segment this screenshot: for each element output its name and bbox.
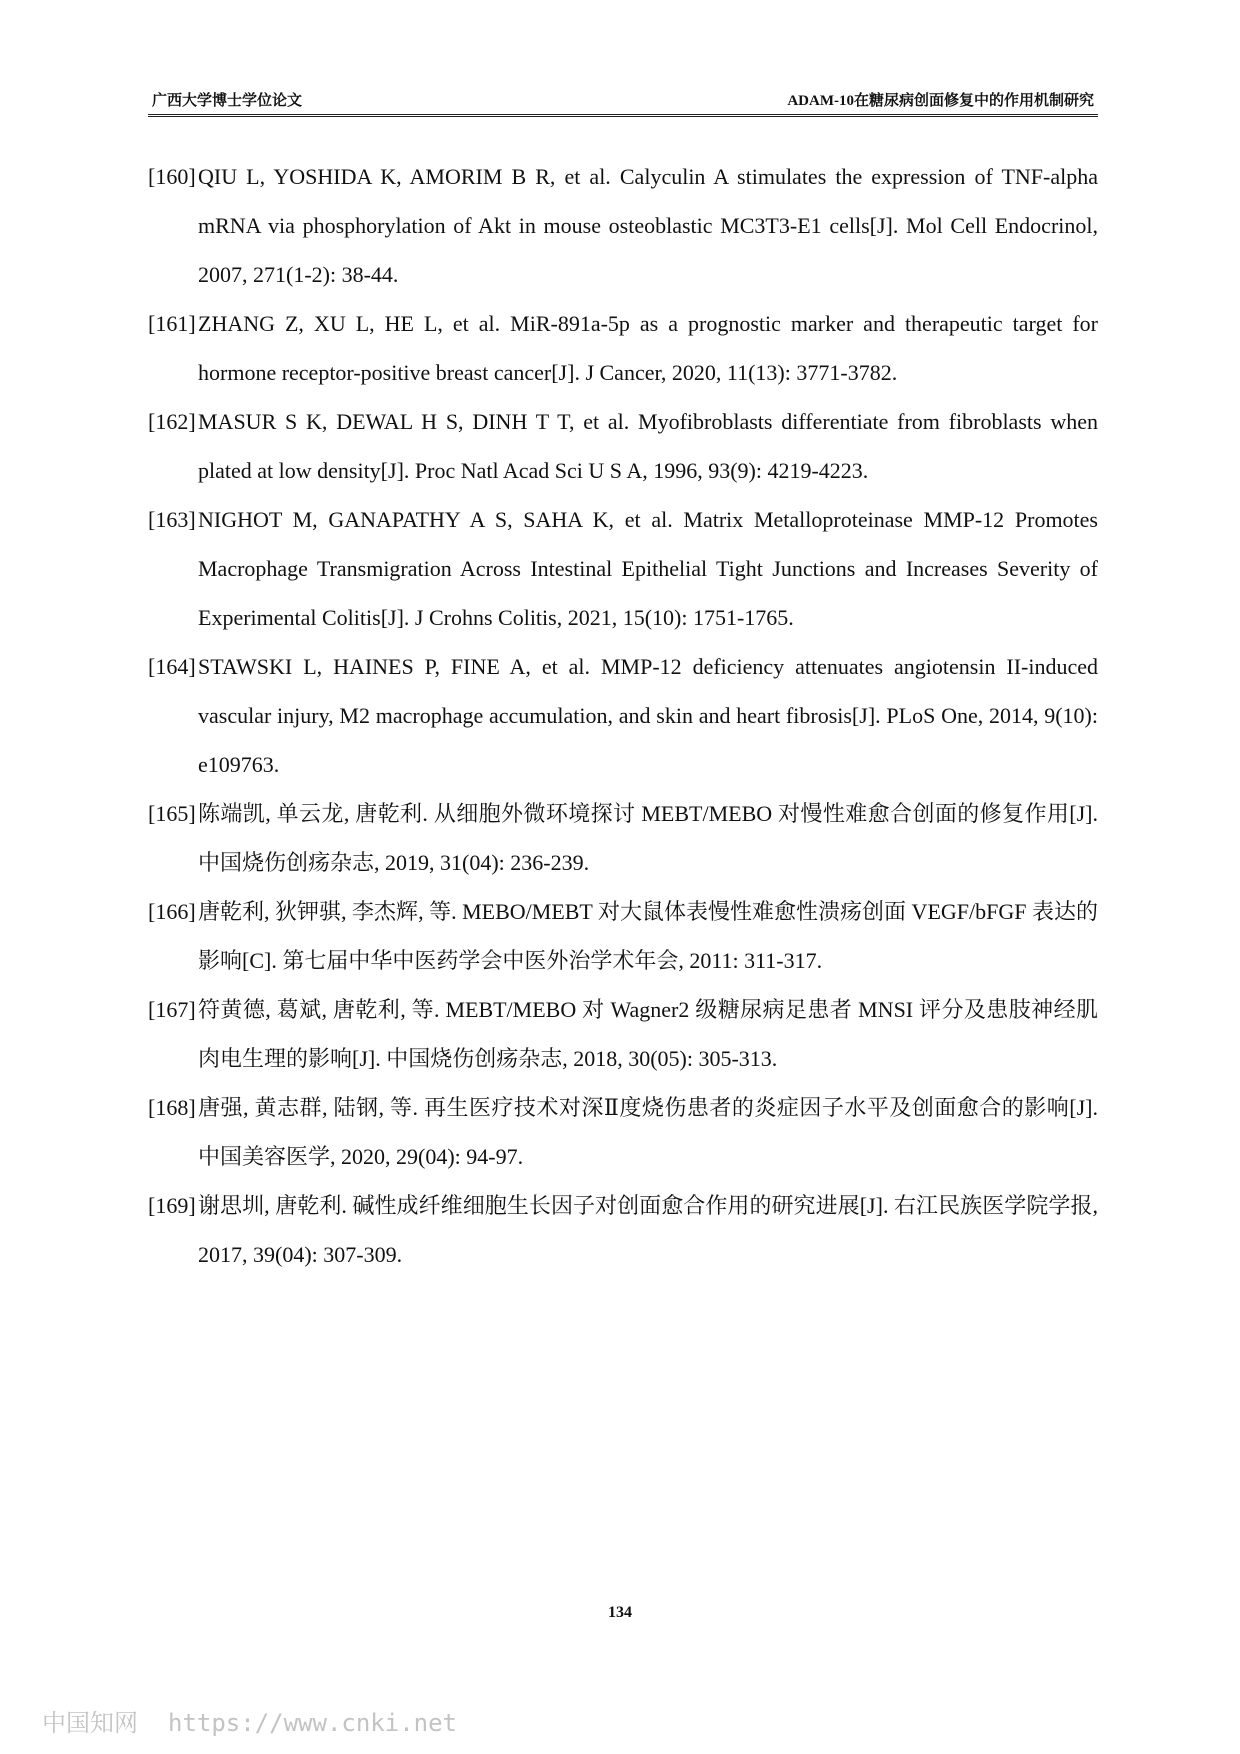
- reference-text: 谢思圳, 唐乾利. 碱性成纤维细胞生长因子对创面愈合作用的研究进展[J]. 右江民族医学院学报, 2017, 39(04): 307-309.: [198, 1193, 1098, 1267]
- reference-number: [161]: [148, 311, 196, 336]
- reference-number: [160]: [148, 164, 196, 189]
- reference-number: [167]: [148, 997, 196, 1022]
- reference-number: [165]: [148, 801, 196, 826]
- reference-item: [148, 299, 1098, 397]
- running-header: [148, 86, 1098, 117]
- reference-number: [169]: [148, 1193, 196, 1218]
- reference-text: 符黄德, 葛斌, 唐乾利, 等. MEBT/MEBO 对 Wagner2 级糖尿病足患者 MNSI 评分及患肢神经肌肉电生理的影响[J]. 中国烧伤创疡杂志, 2018, 30(05): 305-313.: [198, 997, 1098, 1071]
- reference-item: [148, 397, 1098, 495]
- reference-number: [162]: [148, 409, 196, 434]
- reference-number: [166]: [148, 899, 196, 924]
- page-number: 134: [608, 1604, 632, 1621]
- reference-text: 唐强, 黄志群, 陆钢, 等. 再生医疗技术对深Ⅱ度烧伤患者的炎症因子水平及创面愈合的影响[J]. 中国美容医学, 2020, 29(04): 94-97.: [198, 1095, 1098, 1169]
- reference-list: [148, 152, 1098, 1279]
- reference-item: [148, 789, 1098, 887]
- reference-item: [148, 1083, 1098, 1181]
- header-thesis-title: ADAM-10在糖尿病创面修复中的作用机制研究: [787, 93, 1094, 109]
- reference-text: QIU L, YOSHIDA K, AMORIM B R, et al. Calyculin A stimulates the expression of TNF-alpha mRNA via phosphorylation of Akt in mouse osteoblastic MC3T3-E1 cells[J]. Mol Cell Endocrinol, 2007, 271(1-2): 38-44.: [198, 164, 1098, 287]
- reference-number: [168]: [148, 1095, 196, 1120]
- reference-number: [164]: [148, 654, 196, 679]
- reference-text: 陈端凯, 单云龙, 唐乾利. 从细胞外微环境探讨 MEBT/MEBO 对慢性难愈合创面的修复作用[J]. 中国烧伤创疡杂志, 2019, 31(04): 236-239.: [198, 801, 1098, 875]
- reference-text: MASUR S K, DEWAL H S, DINH T T, et al. Myofibroblasts differentiate from fibroblasts when plated at low density[J]. Proc Natl Acad Sci U S A, 1996, 93(9): 4219-4223.: [198, 409, 1098, 483]
- reference-text: ZHANG Z, XU L, HE L, et al. MiR-891a-5p as a prognostic marker and therapeutic target for hormone receptor-positive breast cancer[J]. J Cancer, 2020, 11(13): 3771-3782.: [198, 311, 1098, 385]
- reference-text: 唐乾利, 狄钾骐, 李杰辉, 等. MEBO/MEBT 对大鼠体表慢性难愈性溃疡创面 VEGF/bFGF 表达的影响[C]. 第七届中华中医药学会中医外治学术年会, 2011: 311-317.: [198, 899, 1098, 973]
- reference-item: [148, 642, 1098, 789]
- reference-text: NIGHOT M, GANAPATHY A S, SAHA K, et al. Matrix Metalloproteinase MMP-12 Promotes Macrophage Transmigration Across Intestinal Epithelial Tight Junctions and Increases Severity of Experimental Colitis[J]. J Crohns Colitis, 2021, 15(10): 1751-1765.: [198, 507, 1098, 630]
- reference-item: [148, 887, 1098, 985]
- cnki-url-link[interactable]: https://www.cnki.net: [168, 1709, 457, 1737]
- reference-item: [148, 985, 1098, 1083]
- reference-text: STAWSKI L, HAINES P, FINE A, et al. MMP-12 deficiency attenuates angiotensin II-induced vascular injury, M2 macrophage accumulation, and skin and heart fibrosis[J]. PLoS One, 2014, 9(10): e109763.: [198, 654, 1098, 777]
- reference-item: [148, 152, 1098, 299]
- cnki-logo-text: 中国知网: [42, 1709, 138, 1737]
- cnki-watermark: [42, 1703, 457, 1738]
- reference-number: [163]: [148, 507, 196, 532]
- reference-item: [148, 1181, 1098, 1279]
- reference-item: [148, 495, 1098, 642]
- header-institution-title: 广西大学博士学位论文: [152, 93, 303, 109]
